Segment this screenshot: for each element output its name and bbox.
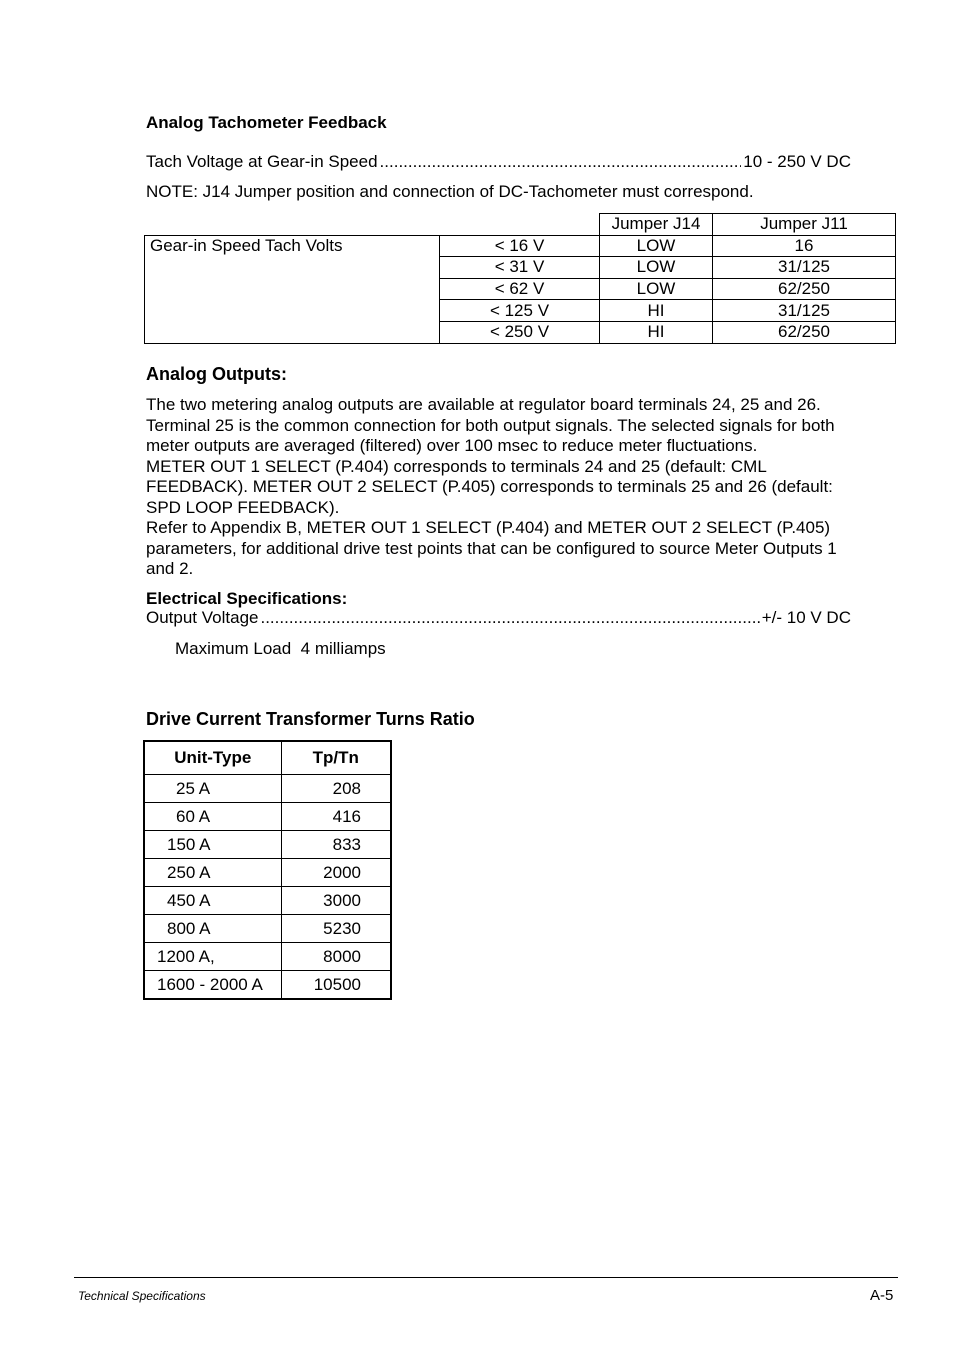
tach-voltage-label: Tach Voltage at Gear-in Speed [146,152,378,171]
ratio-cell: 833 [281,831,391,859]
unit-cell: 150 A [144,831,281,859]
volts-cell: < 62 V [440,278,600,300]
ratio-cell: 3000 [281,887,391,915]
j11-cell: 62/250 [713,278,896,300]
col-unit-type: Unit-Type [144,741,281,775]
tach-heading: Analog Tachometer Feedback [146,113,387,132]
table-row [144,803,391,831]
unit-cell: 1600 - 2000 A [144,971,281,1000]
turns-ratio-header [144,741,391,775]
ratio-cell: 8000 [281,943,391,971]
table-row [144,971,391,1000]
table-row [144,831,391,859]
unit-cell: 1200 A, [144,943,281,971]
jumper-table [144,213,896,344]
j11-cell: 31/125 [713,300,896,322]
j14-cell: LOW [600,278,713,300]
leader-dots [260,608,759,628]
unit-cell: 450 A [144,887,281,915]
j11-cell: 62/250 [713,321,896,343]
row-label: Gear-in Speed Tach Volts [145,235,440,343]
paragraph-line: and 2. [146,559,194,578]
ratio-cell: 416 [281,803,391,831]
volts-cell: < 16 V [440,235,600,257]
ratio-cell: 5230 [281,915,391,943]
paragraph-line: Refer to Appendix B, METER OUT 1 SELECT (P.404) and METER OUT 2 SELECT (P.405) [146,518,831,537]
output-voltage-value: +/- 10 V DC [761,608,851,627]
j11-cell: 16 [713,235,896,257]
tach-voltage-spec [146,152,851,172]
turns-ratio-table [143,740,392,1000]
output-voltage-spec [146,608,851,628]
paragraph-line: Terminal 25 is the common connection for both output signals. The selected signals for both [146,415,835,435]
j14-cell: HI [600,300,713,322]
table-row [144,775,391,803]
header-j14: Jumper J14 [600,214,713,236]
max-load: Maximum Load 4 milliamps [175,639,386,658]
outputs-heading: Analog Outputs: [146,364,287,384]
header-j11: Jumper J11 [713,214,896,236]
table-row [144,887,391,915]
ratio-cell: 2000 [281,859,391,887]
electrical-spec-heading: Electrical Specifications: [146,589,348,608]
outputs-paragraph [146,395,837,580]
volts-cell: < 125 V [440,300,600,322]
col-tp-tn: Tp/Tn [281,741,391,775]
unit-cell: 60 A [144,803,281,831]
volts-cell: < 31 V [440,257,600,279]
paragraph-line: meter outputs are averaged (filtered) over 100 msec to reduce meter fluctuations. [146,436,758,455]
paragraph-line: SPD LOOP FEEDBACK). [146,497,340,517]
volts-cell: < 250 V [440,321,600,343]
unit-cell: 250 A [144,859,281,887]
tach-note: NOTE: J14 Jumper position and connection of DC-Tachometer must correspond. [146,182,754,201]
table-row [145,235,896,257]
ratio-cell: 10500 [281,971,391,1000]
table-row [144,943,391,971]
output-voltage-label: Output Voltage [146,608,259,627]
page-number: A-5 [870,1287,894,1304]
transformer-heading: Drive Current Transformer Turns Ratio [146,709,475,729]
table-row [144,859,391,887]
paragraph-line: FEEDBACK). METER OUT 2 SELECT (P.405) corresponds to terminals 25 and 26 (default: [146,477,833,496]
j11-cell: 31/125 [713,257,896,279]
table-row [144,915,391,943]
footer-rule [74,1277,898,1278]
paragraph-line: The two metering analog outputs are available at regulator board terminals 24, 25 and 26. [146,395,821,414]
unit-cell: 800 A [144,915,281,943]
ratio-cell: 208 [281,775,391,803]
j14-cell: HI [600,321,713,343]
jumper-table-header [145,214,896,236]
unit-cell: 25 A [144,775,281,803]
paragraph-line: METER OUT 1 SELECT (P.404) corresponds to terminals 24 and 25 (default: CML [146,456,767,476]
leader-dots [380,152,742,172]
footer-section: Technical Specifications [78,1289,206,1303]
j14-cell: LOW [600,257,713,279]
tach-voltage-value: 10 - 250 V DC [743,152,851,171]
paragraph-line: parameters, for additional drive test points that can be configured to source Meter Outputs 1 [146,538,837,558]
j14-cell: LOW [600,235,713,257]
